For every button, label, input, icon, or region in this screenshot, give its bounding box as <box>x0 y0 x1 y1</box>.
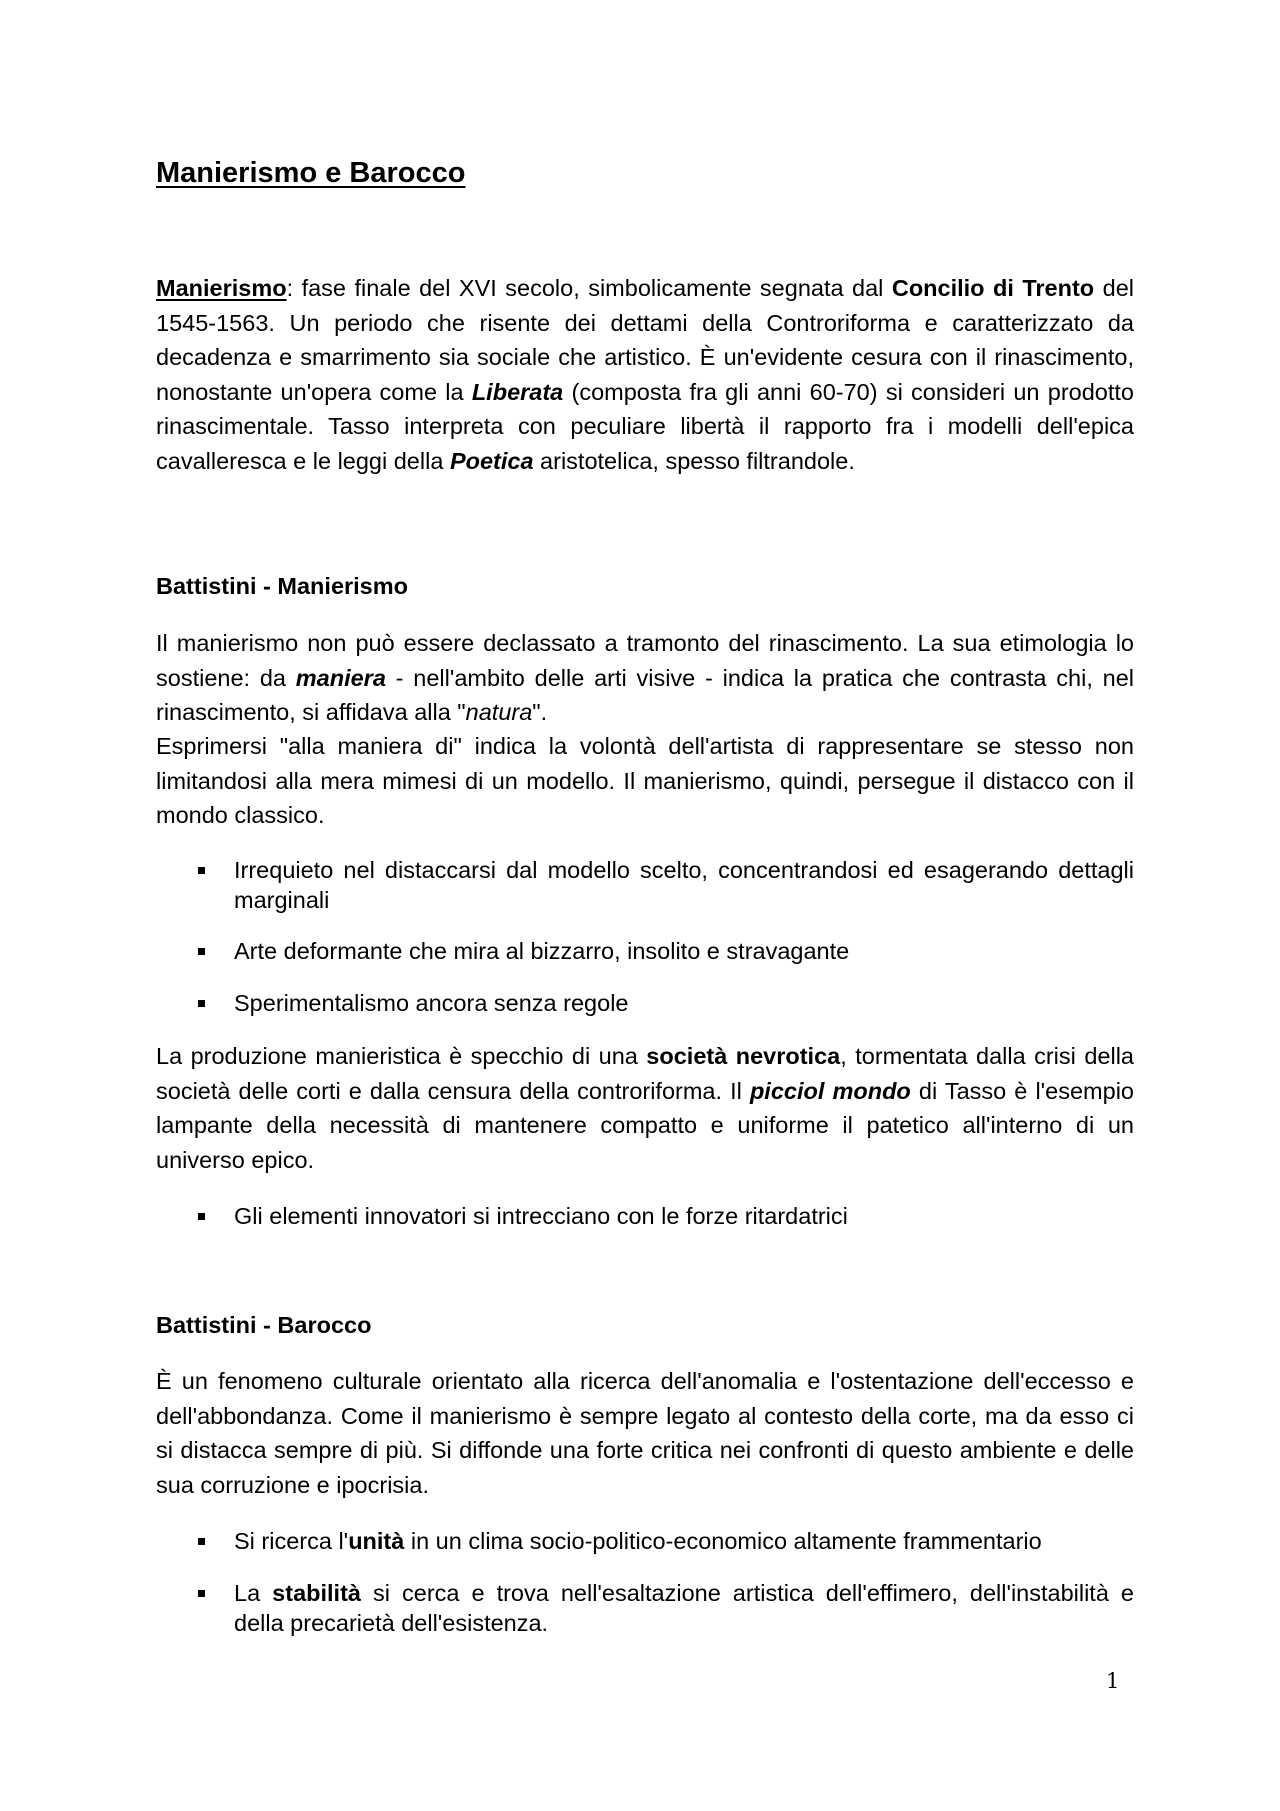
concilio-di-trento: Concilio di Trento <box>891 275 1095 301</box>
intro-term: Manierismo <box>156 275 287 301</box>
intro-paragraph: Manierismo: fase finale del XVI secolo, simbolicamente segnata dal Concilio di Trento del 1545-1563. Un periodo che risente dei dettami della Controriforma e caratterizzato da decadenza e smarrimento sia sociale che artistico. È un'evidente cesura con il rinascimento, nonostante un'opera come la Liberata (composta fra gli anni 60-70) si consideri un prodotto rinascimentale. Tasso interpreta con peculiare libertà il rapporto fra i modelli dell'epica cavalleresca e le leggi della Poetica aristotelica, spesso filtrandole. <box>156 275 1134 474</box>
liberata-title: Liberata <box>471 378 564 405</box>
stabilita-term: stabilità <box>272 1580 361 1606</box>
page-title: Manierismo e Barocco <box>156 157 466 189</box>
section-heading-barocco: Battistini - Barocco <box>156 1312 372 1338</box>
list-item: Irrequieto nel distaccarsi dal modello scelto, concentrandosi ed esagerando dettagli marginali <box>156 855 1134 915</box>
picciol-mondo: picciol mondo <box>749 1077 911 1104</box>
section-heading-manierismo: Battistini - Manierismo <box>156 573 409 599</box>
maniera-term: maniera <box>295 664 386 691</box>
manierismo-bullet-list <box>156 855 1134 1018</box>
poetica-title: Poetica <box>449 447 534 474</box>
list-item: Si ricerca l'unità in un clima socio-politico-economico altamente frammentario <box>156 1526 1134 1556</box>
list-item: Arte deformante che mira al bizzarro, insolito e stravagante <box>156 936 1134 966</box>
manierismo-paragraph-2: Esprimersi "alla maniera di" indica la volontà dell'artista di rappresentare se stesso non limitandosi alla mera mimesi di un modello. Il manierismo, quindi, persegue il distacco con il mondo classico. <box>156 733 1134 828</box>
barocco-paragraph-1: È un fenomeno culturale orientato alla ricerca dell'anomalia e l'ostentazione dell'eccesso e dell'abbondanza. Come il manierismo è sempre legato al contesto della corte, ma da esso ci si distacca sempre di più. Si diffonde una forte critica nei confronti di questo ambiente e delle sua corruzione e ipocrisia. <box>156 1368 1134 1498</box>
page-number: 1 <box>1106 1669 1120 1693</box>
natura-term: natura <box>465 699 533 725</box>
manierismo-bullet-list-2 <box>156 1201 1134 1231</box>
societa-nevrotica: società nevrotica <box>646 1043 841 1069</box>
list-item: Sperimentalismo ancora senza regole <box>156 988 1134 1018</box>
barocco-bullet-list <box>156 1526 1134 1638</box>
manierismo-paragraph-3: La produzione manieristica è specchio di una società nevrotica, tormentata dalla crisi della società delle corti e dalla censura della controriforma. Il picciol mondo di Tasso è l'esempio lampante della necessità di mantenere compatto e uniforme il patetico all'interno di un universo epico. <box>156 1043 1134 1173</box>
list-item: La stabilità si cerca e trova nell'esaltazione artistica dell'effimero, dell'instabilità e della precarietà dell'esistenza. <box>156 1578 1134 1638</box>
manierismo-paragraph-1: Il manierismo non può essere declassato a tramonto del rinascimento. La sua etimologia lo sostiene: da maniera - nell'ambito delle arti visive - indica la pratica che contrasta chi, nel rinascimento, si affidava alla "natura". <box>156 630 1134 725</box>
list-item: Gli elementi innovatori si intrecciano con le forze ritardatrici <box>156 1201 1134 1231</box>
unita-term: unità <box>348 1528 405 1554</box>
